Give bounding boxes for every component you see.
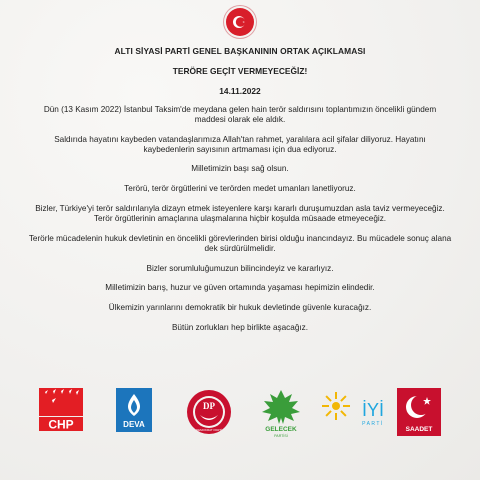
statement-date: 14.11.2022 (219, 86, 261, 97)
party-logos-row (0, 388, 480, 448)
deva-logo-icon (114, 388, 164, 438)
paragraph: Bizler sorumluluğumuzun bilincindeyiz ve kararlıyız. (146, 263, 334, 273)
paragraph: Dün (13 Kasım 2022) İstanbul Taksim'de meydana gelen hain terör saldırısını toplantımızın öncelikli gündem maddesi olarak ele aldık. (43, 104, 437, 124)
statement-subtitle: TERÖRE GEÇİT VERMEYECEĞİZ! (172, 66, 308, 77)
dp-logo-ring-label: DEMOKRAT PARTİ (195, 428, 223, 432)
statement-body (28, 46, 452, 342)
paragraph: Saldırıda hayatını kaybeden vatandaşlarımıza Allah'tan rahmet, yaralılara acil şifalar diliyoruz. Hayatını kaybedenlerin sayısının artmaması için dua ediyoruz. (54, 134, 426, 154)
crescent-star-emblem-icon (226, 8, 254, 36)
iyi-logo-sub: PARTİ (362, 421, 384, 427)
paragraph: Ülkemizin yarınlarını demokratik bir hukuk devletinde güvenle kuracağız. (108, 303, 372, 313)
paragraph: Bütün zorlukları hep birlikte aşacağız. (171, 322, 309, 332)
dp-logo-label: DP (203, 401, 215, 411)
chp-logo-label: CHP (48, 417, 74, 432)
saadet-logo-label: SAADET (405, 426, 433, 433)
paragraph: Bizler, Türkiye'yi terör saldırılarıyla dizayn etmek isteyenlere karşı kararlı duruşumuzdan asla taviz vermeyeceğiz. Terör örgütlerinin amaçlarına ulaşmalarına hiçbir koşulda müsaade etmeyeceğiz. (35, 203, 445, 224)
gelecek-logo-icon (256, 388, 306, 438)
chp-logo-icon (36, 388, 86, 438)
iyi-logo-label: İYİ (361, 400, 385, 420)
gelecek-logo-sub: PARTİSİ (274, 434, 288, 438)
saadet-logo-icon (394, 388, 444, 438)
paragraph: Terörü, terör örgütlerini ve terörden medet umanları lanetliyoruz. (124, 184, 356, 194)
deva-logo-label: DEVA (123, 420, 145, 429)
gelecek-logo-label: GELECEK (265, 426, 297, 433)
statement-title: ALTI SİYASİ PARTİ GENEL BAŞKANININ ORTAK AÇIKLAMASI (114, 46, 366, 56)
paragraph: Milletimizin başı sağ olsun. (191, 164, 289, 174)
paragraph: Milletimizin barış, huzur ve güven ortamında yaşaması hepimizin elindedir. (105, 283, 375, 293)
paragraph: Terörle mücadelenin hukuk devletinin en öncelikli görevlerinden birisi olduğu inancındayız. Bu mücadele sonuç alana dek sürdürülmelidir. (28, 233, 452, 253)
dp-logo-icon (184, 388, 234, 438)
